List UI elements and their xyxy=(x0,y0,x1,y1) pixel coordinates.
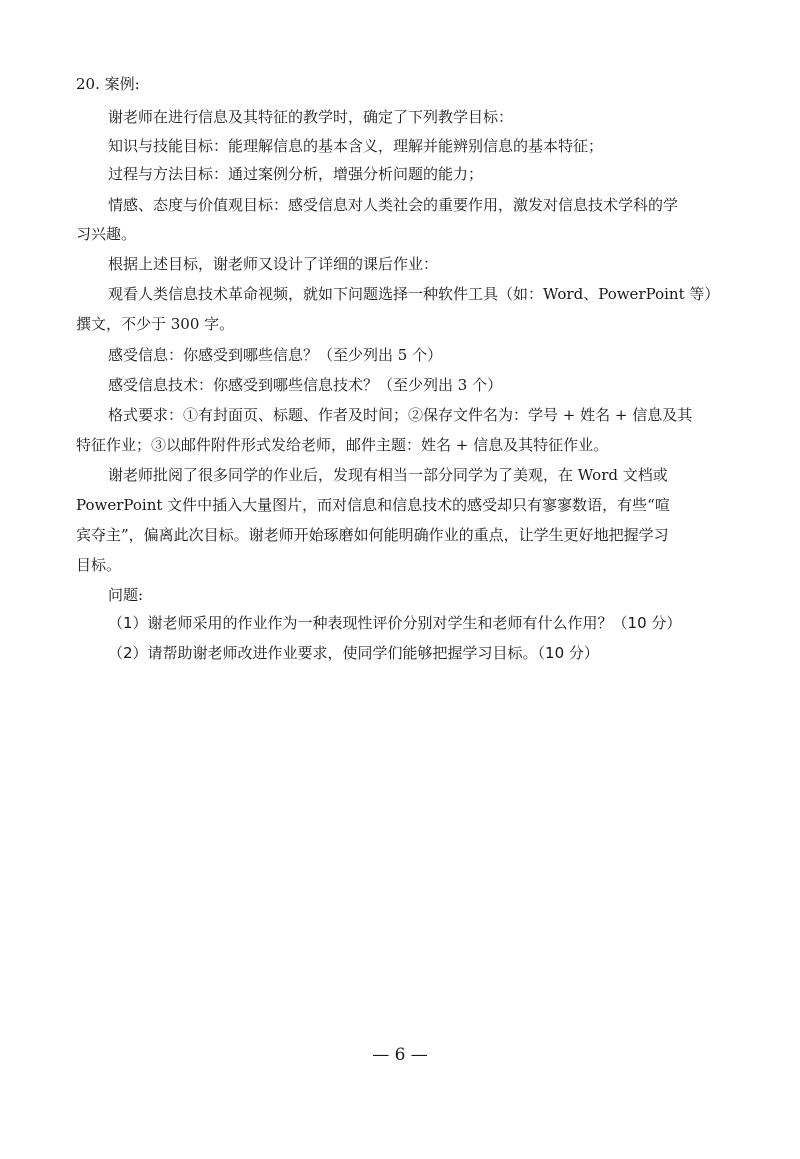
case-line-15: 宾夺主”，偏离此次目标。谢老师开始琢磨如何能明确作业的重点，让学生更好地把握学习 xyxy=(76,526,669,544)
sub-question-1: （1）谢老师采用的作业作为一种表现性评价分别对学生和老师有什么作用？（10 分） xyxy=(108,614,682,632)
case-line-1: 谢老师在进行信息及其特征的教学时，确定了下列教学目标： xyxy=(108,108,514,126)
case-line-5: 习兴趣。 xyxy=(76,225,137,243)
case-line-14: PowerPoint 文件中插入大量图片，而对信息和信息技术的感受却只有寥寥数语，有些“喧 xyxy=(76,496,670,514)
case-line-6: 根据上述目标，谢老师又设计了详细的课后作业： xyxy=(108,255,439,273)
case-line-8: 撰文，不少于 300 字。 xyxy=(76,315,235,333)
question-number: 20. 案例: xyxy=(76,75,140,93)
case-line-3: 过程与方法目标：通过案例分析，增强分析问题的能力； xyxy=(108,165,484,183)
questions-label: 问题: xyxy=(108,586,144,604)
case-line-9: 感受信息：你感受到哪些信息？（至少列出 5 个） xyxy=(108,346,443,364)
case-line-10: 感受信息技术：你感受到哪些信息技术？（至少列出 3 个） xyxy=(108,376,503,394)
case-line-2: 知识与技能目标：能理解信息的基本含义，理解并能辨别信息的基本特征； xyxy=(108,137,604,155)
sub-question-2: （2）请帮助谢老师改进作业要求，使同学们能够把握学习目标。（10 分） xyxy=(108,644,599,662)
case-line-11: 格式要求：①有封面页、标题、作者及时间；②保存文件名为：学号 + 姓名 + 信息及其 xyxy=(108,406,693,424)
case-line-4: 情感、态度与价值观目标：感受信息对人类社会的重要作用，激发对信息技术学科的学 xyxy=(108,196,679,214)
case-line-12: 特征作业；③以邮件附件形式发给老师，邮件主题：姓名 + 信息及其特征作业。 xyxy=(76,436,609,454)
case-line-16: 目标。 xyxy=(76,556,122,574)
page-number: — 6 — xyxy=(372,1045,428,1065)
case-line-7: 观看人类信息技术革命视频，就如下问题选择一种软件工具（如：Word、PowerPoint 等） xyxy=(108,285,720,303)
case-line-13: 谢老师批阅了很多同学的作业后，发现有相当一部分同学为了美观，在 Word 文档或 xyxy=(108,466,668,484)
